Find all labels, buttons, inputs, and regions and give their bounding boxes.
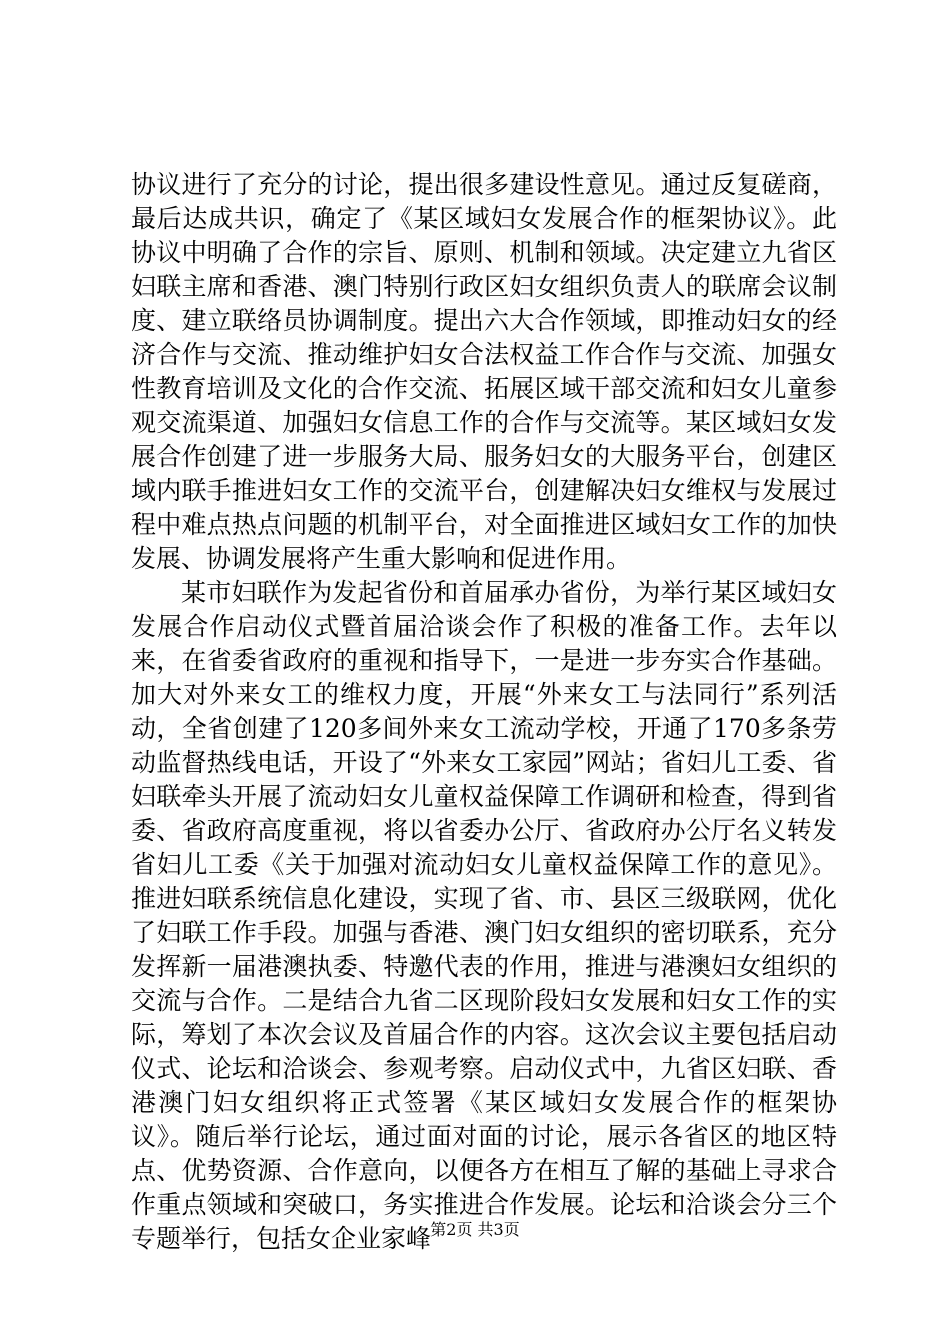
paragraph-2: 某市妇联作为发起省份和首届承办省份，为举行某区域妇女发展合作启动仪式暨首届洽谈会作了积极的准备工作。去年以来，在省委省政府的重视和指导下，一是进一步夯实合作基础。加大对外来女工的维权力度，开展“外来女工与法同行”系列活动，全省创建了120多间外来女工流动学校，开通了170多条劳动监督热线电话，开设了“外来女工家园”网站；省妇儿工委、省妇联牵头开展了流动妇女儿童权益保障工作调研和检查，得到省委、省政府高度重视，将以省委办公厅、省政府办公厅名义转发省妇儿工委《关于加强对流动妇女儿童权益保障工作的意见》。推进妇联系统信息化建设，实现了省、市、县区三级联网，优化了妇联工作手段。加强与香港、澳门妇女组织的密切联系，充分发挥新一届港澳执委、特邀代表的作用，推进与港澳妇女组织的交流与合作。二是结合九省二区现阶段妇女发展和妇女工作的实际，筹划了本次会议及首届合作的内容。这次会议主要包括启动仪式、论坛和洽谈会、参观考察。启动仪式中，九省区妇联、香港澳门妇女组织将正式签署《某区域妇女发展合作的框架协议》。随后举行论坛，通过面对面的讨论，展示各省区的地区特点、优势资源、合作意向，以便各方在相互了解的基础上寻求合作重点领域和突破口，务实推进合作发展。论坛和洽谈会分三个专题举行，包括女企业家峰 — [131, 578, 837, 1253]
paragraph-1: 协议进行了充分的讨论，提出很多建设性意见。通过反复磋商，最后达成共识，确定了《某区域妇女发展合作的框架协议》。此协议中明确了合作的宗旨、原则、机制和领域。决定建立九省区妇联主席和香港、澳门特别行政区妇女组织负责人的联席会议制度、建立联络员协调制度。提出六大合作领域，即推动妇女的经济合作与交流、推动维护妇女合法权益工作合作与交流、加强女性教育培训及文化的合作交流、拓展区域干部交流和妇女儿童参观交流渠道、加强妇女信息工作的合作与交流等。某区域妇女发展合作创建了进一步服务大局、服务妇女的大服务平台，创建区域内联手推进妇女工作的交流平台，创建解决妇女维权与发展过程中难点热点问题的机制平台，对全面推进区域妇女工作的加快发展、协调发展将产生重大影响和促进作用。 — [131, 170, 837, 573]
page-number-footer: 第2页 共3页 — [430, 1220, 520, 1239]
document-body — [131, 168, 837, 1256]
